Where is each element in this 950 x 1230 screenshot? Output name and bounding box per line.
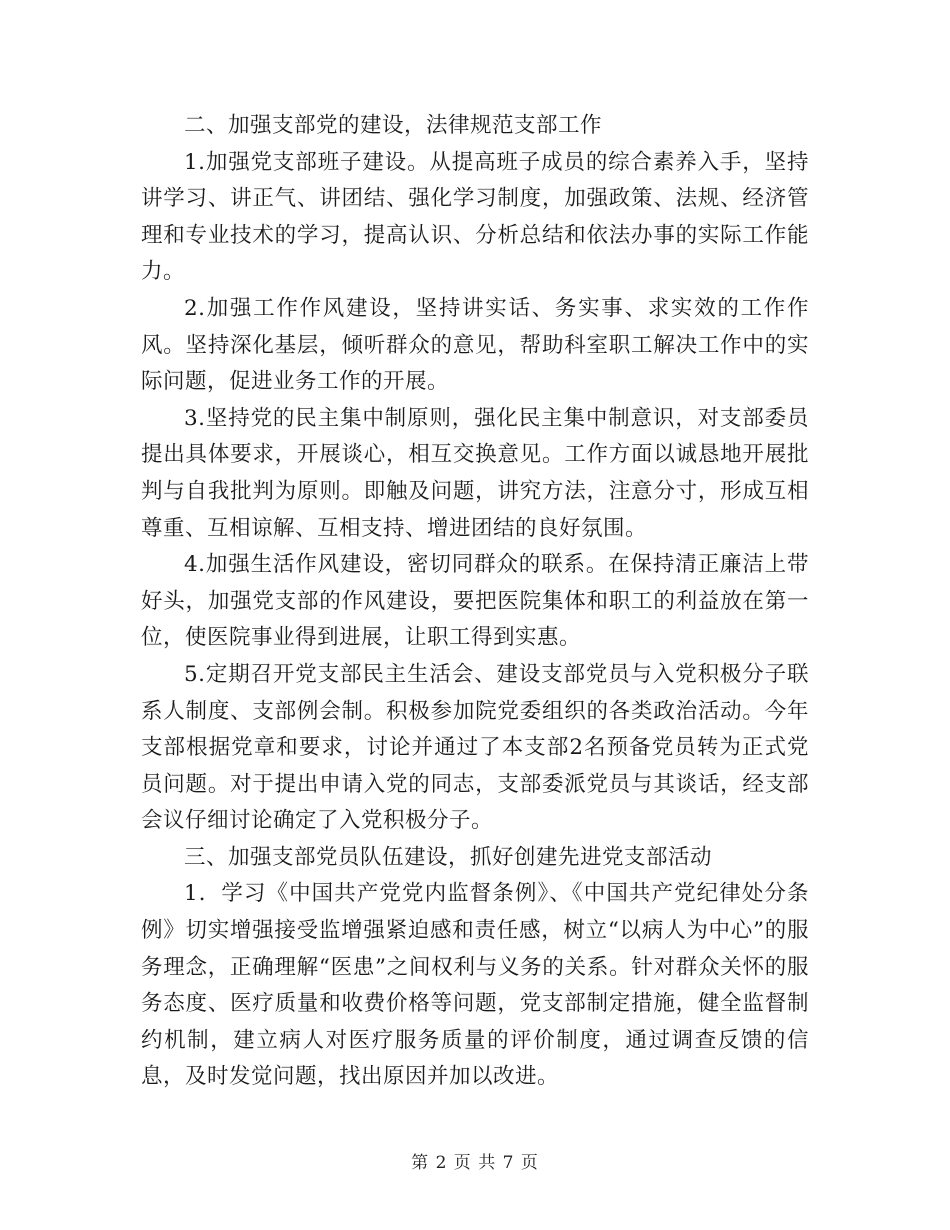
section-heading-3: 三、加强支部党员队伍建设，抓好创建先进党支部活动 <box>184 844 713 870</box>
section-heading-2: 二、加强支部党的建设，法律规范支部工作 <box>184 113 603 138</box>
paragraph-2-1: 1.加强党支部班子建设。从提高班子成员的综合素养入手，坚持讲学习、讲正气、讲团结、强化学习制度，加强政策、法规、经济管理和专业技术的学习，提高认识、分析总结和依法办事的实际工作能力。 <box>141 149 809 285</box>
paragraph-3-1: 1．学习《中国共产党党内监督条例》、《中国共产党纪律处分条例》切实增强接受监增强紧迫感和责任感，树立“以病人为中心”的服务理念，正确理解“医患”之间权利与义务的关系。针对群众关怀的服务态度、医疗质量和收费价格等问题，党支部制定措施，健全监督制约机制，建立病人对医疗服务质量的评价制度，通过调查反馈的信息，及时发觉问题，找出原因并加以改进。 <box>141 881 809 1090</box>
paragraph-2-5: 5.定期召开党支部民主生活会、建设支部党员与入党积极分子联系人制度、支部例会制。积极参加院党委组织的各类政治活动。今年支部根据党章和要求，讨论并通过了本支部2名预备党员转为正式党员问题。对于提出申请入党的同志，支部委派党员与其谈话，经支部会议仔细讨论确定了入党积极分子。 <box>141 661 809 834</box>
paragraph-2-2: 2.加强工作作风建设，坚持讲实话、务实事、求实效的工作作风。坚持深化基层，倾听群众的意见，帮助科室职工解决工作中的实际问题，促进业务工作的开展。 <box>141 295 809 395</box>
paragraph-2-3: 3.坚持党的民主集中制原则，强化民主集中制意识，对支部委员提出具体要求，开展谈心，相互交换意见。工作方面以诚恳地开展批判与自我批判为原则。即触及问题，讲究方法，注意分寸，形成互相尊重、互相谅解、互相支持、增进团结的良好氛围。 <box>141 405 809 541</box>
document-body <box>141 108 809 1096</box>
page-footer: 第 2 页 共 7 页 <box>411 1153 539 1173</box>
paragraph-2-4: 4.加强生活作风建设，密切同群众的联系。在保持清正廉洁上带好头，加强党支部的作风建设，要把医院集体和职工的利益放在第一位，使医院事业得到进展，让职工得到实惠。 <box>141 552 809 651</box>
